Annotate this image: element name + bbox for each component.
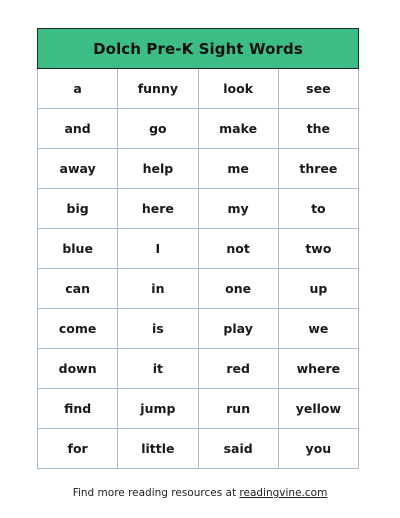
table-row [38,109,359,149]
word-cell: I [118,229,198,269]
word-cell: here [118,189,198,229]
table-row [38,429,359,469]
word-cell: said [198,429,278,469]
footer-text: Find more reading resources at [72,487,240,499]
table-row [38,349,359,389]
word-cell: in [118,269,198,309]
word-cell: jump [118,389,198,429]
word-cell: a [38,69,118,109]
word-cell: yellow [278,389,358,429]
word-cell: to [278,189,358,229]
word-cell: down [38,349,118,389]
word-cell: where [278,349,358,389]
table-row [38,69,359,109]
table-row [38,189,359,229]
word-cell: funny [118,69,198,109]
word-cell: is [118,309,198,349]
table-row [38,269,359,309]
word-cell: blue [38,229,118,269]
word-cell: run [198,389,278,429]
word-cell: me [198,149,278,189]
word-cell: you [278,429,358,469]
sight-words-sheet [37,28,359,469]
word-cell: three [278,149,358,189]
word-cell: not [198,229,278,269]
footer [0,487,400,499]
word-cell: and [38,109,118,149]
word-cell: one [198,269,278,309]
table-row [38,309,359,349]
word-cell: up [278,269,358,309]
sight-words-table [37,69,359,469]
table-row [38,389,359,429]
word-cell: look [198,69,278,109]
word-cell: come [38,309,118,349]
word-cell: the [278,109,358,149]
word-cell: two [278,229,358,269]
footer-link[interactable]: readingvine.com [239,487,328,499]
word-cell: for [38,429,118,469]
word-cell: big [38,189,118,229]
word-cell: go [118,109,198,149]
word-cell: make [198,109,278,149]
table-row [38,149,359,189]
word-cell: it [118,349,198,389]
word-cell: find [38,389,118,429]
word-cell: my [198,189,278,229]
word-cell: red [198,349,278,389]
table-row [38,229,359,269]
word-cell: we [278,309,358,349]
word-cell: see [278,69,358,109]
word-cell: little [118,429,198,469]
word-cell: away [38,149,118,189]
title-bar [37,28,359,69]
word-cell: play [198,309,278,349]
word-cell: help [118,149,198,189]
page-title: Dolch Pre-K Sight Words [93,39,303,58]
sight-words-table-body [38,69,359,469]
word-cell: can [38,269,118,309]
